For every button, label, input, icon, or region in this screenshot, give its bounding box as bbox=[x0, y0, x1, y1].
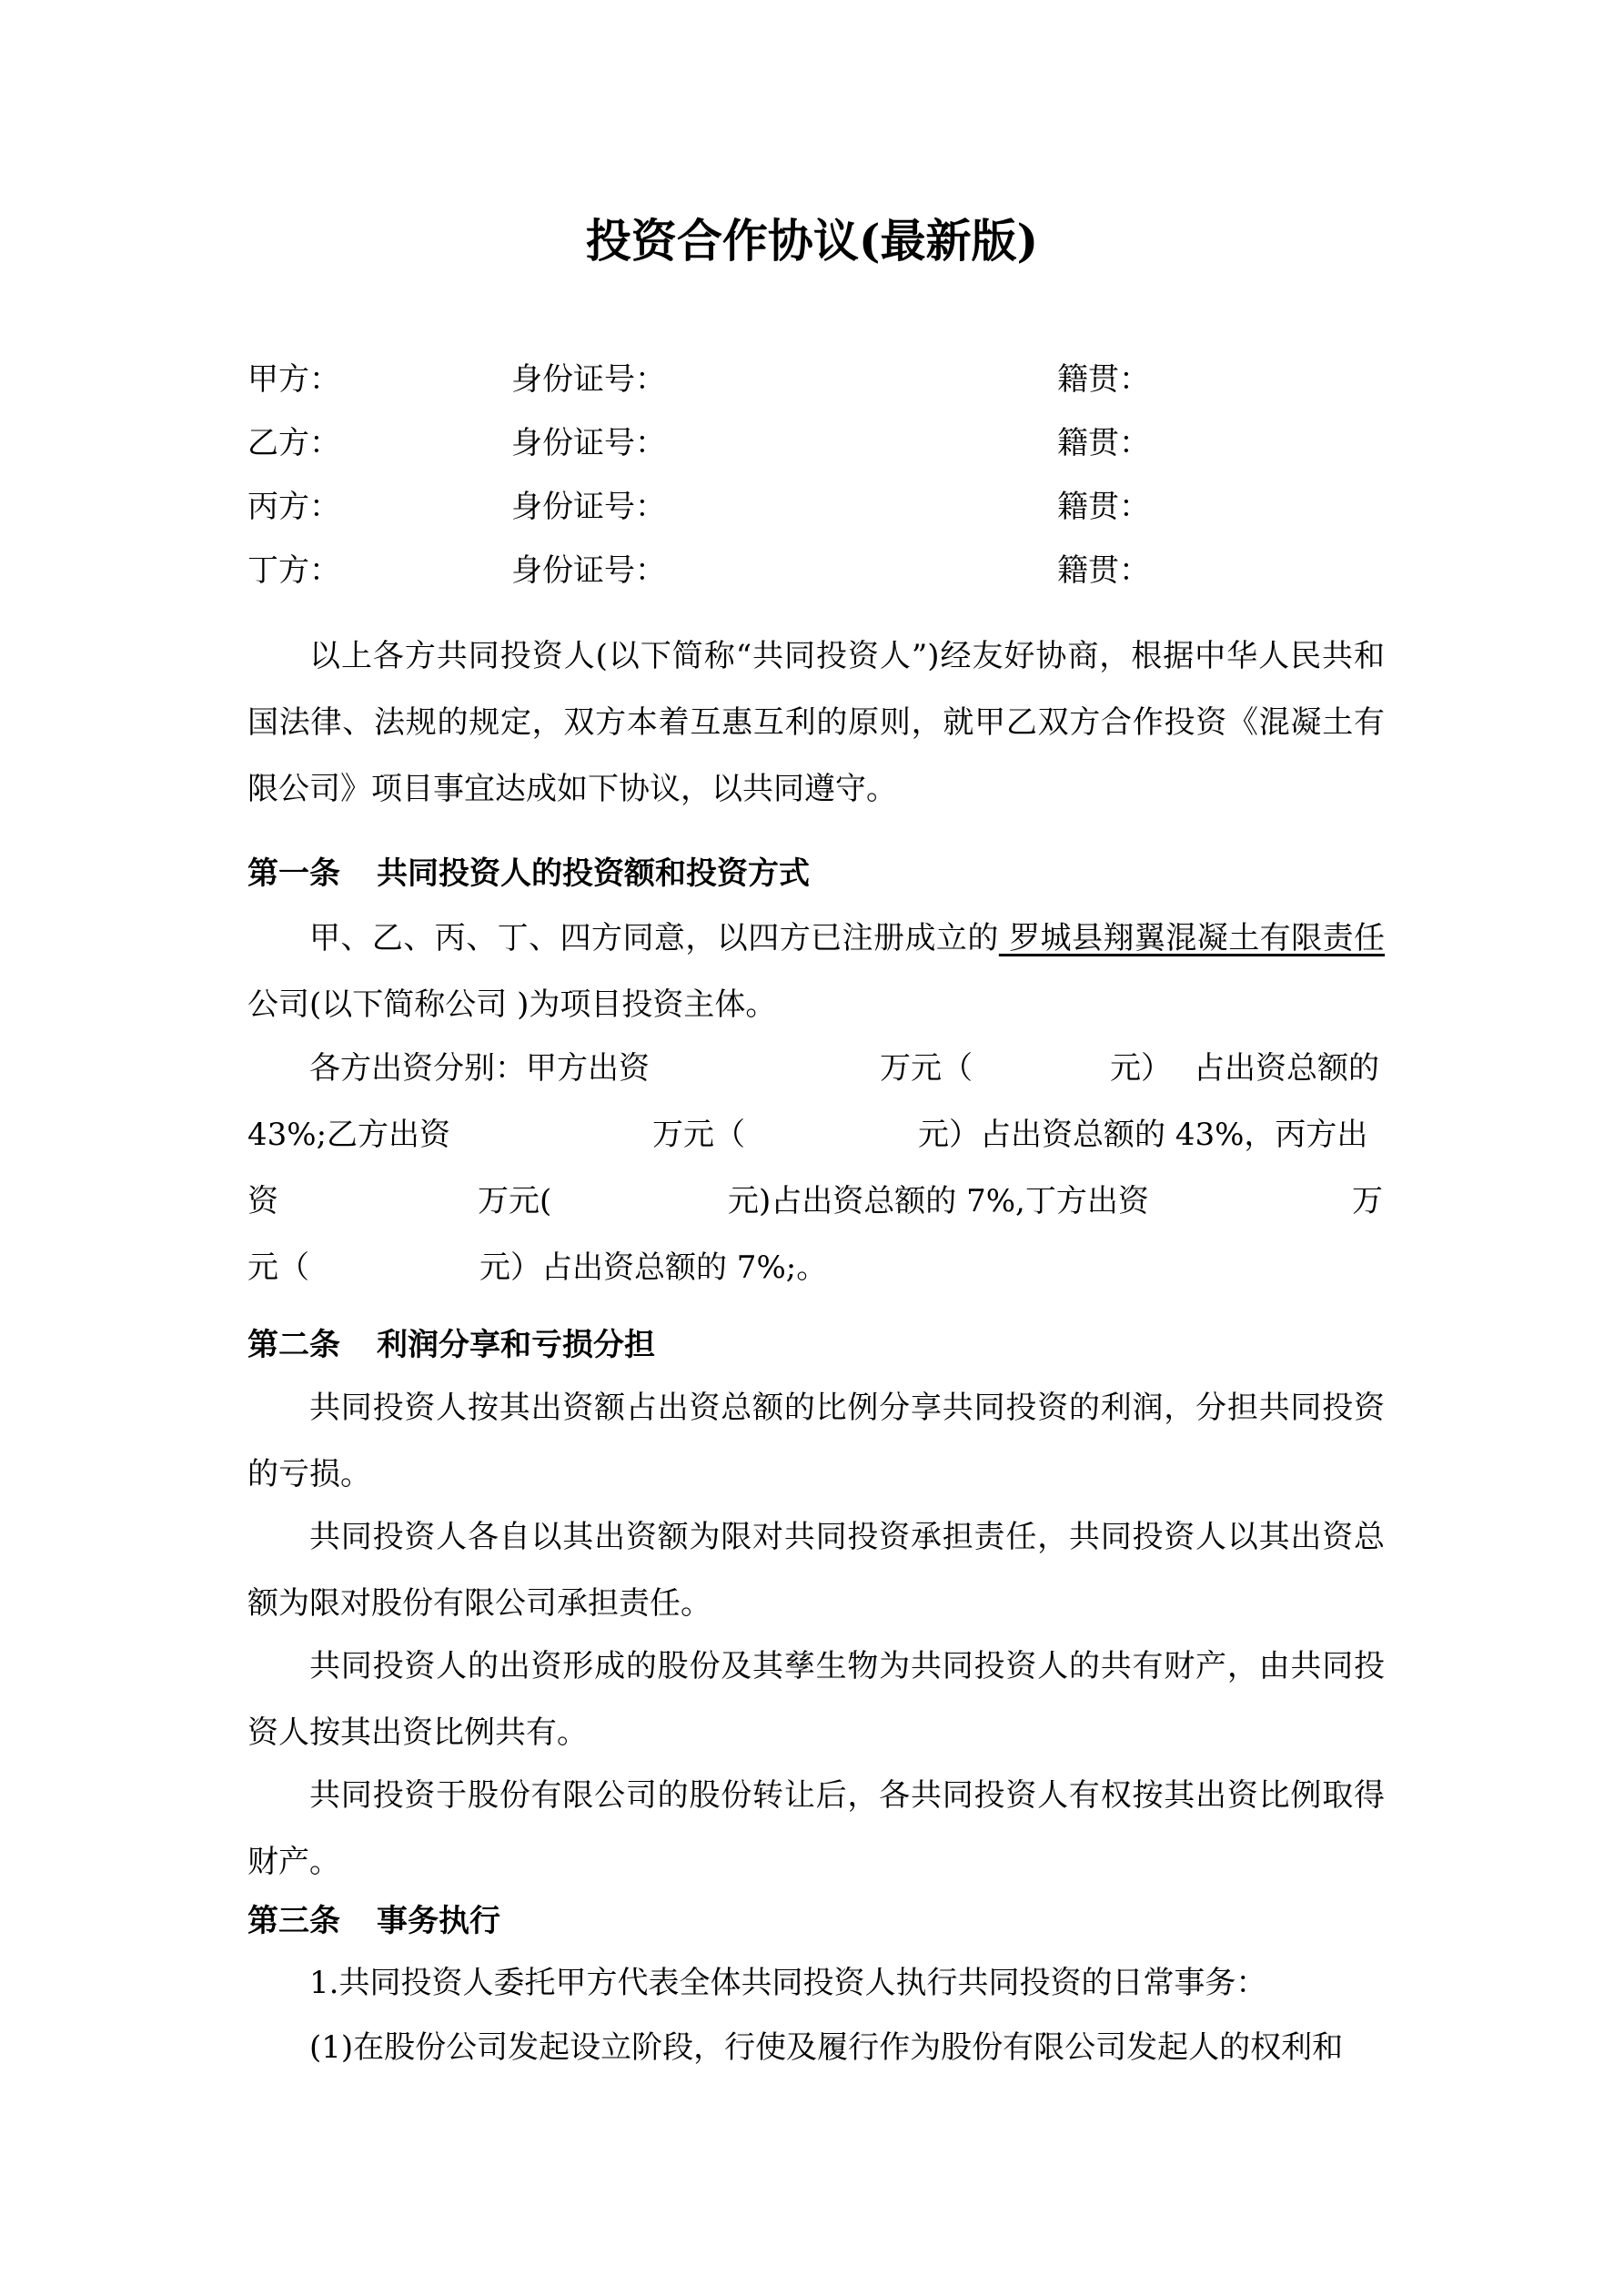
id-number-label: 身份证号： bbox=[511, 489, 666, 525]
origin-label: 籍贯： bbox=[1057, 552, 1150, 589]
article-3-heading bbox=[247, 1898, 1385, 1944]
article-3-item bbox=[309, 2015, 1385, 2081]
party-label: 甲方： bbox=[247, 361, 340, 398]
contribution-text: 元）占出资总额的 43%，丙方出 bbox=[918, 1117, 1368, 1153]
contribution-text: 元（ bbox=[247, 1249, 309, 1286]
company-name-underlined-continued: 责任 bbox=[1322, 920, 1386, 956]
id-number-label: 身份证号： bbox=[511, 361, 666, 398]
article-number: 第三条 bbox=[247, 1903, 340, 1939]
contribution-text: 万元( bbox=[478, 1183, 552, 1219]
article-2-paragraph: 共同投资人的出资形成的股份及其孳生物为共同投资人的共有财产，由共同投资人按其出资比例共有。 bbox=[247, 1648, 1385, 1751]
party-row-a bbox=[247, 357, 1385, 402]
contribution-line-2 bbox=[247, 1102, 1385, 1168]
origin-label: 籍贯： bbox=[1057, 425, 1150, 461]
contribution-text: 万元（ bbox=[880, 1050, 973, 1087]
company-name-underlined: 罗城县翔翼混凝土有限 bbox=[998, 920, 1323, 956]
article-1-paragraph-1 bbox=[247, 905, 1385, 1038]
article-title: 利润分享和亏损分担 bbox=[377, 1327, 655, 1363]
party-label: 丙方： bbox=[247, 489, 340, 525]
document-title: 投资合作协议(最新版) bbox=[585, 214, 1039, 268]
preamble-paragraph: 以上各方共同投资人(以下简称“共同投资人”)经友好协商，根据中华人民共和国法律、法规的规定，双方本着互惠互利的原则，就甲乙双方合作投资《混凝土有限公司》项目事宜达成如下协议，以共同遵守。 bbox=[247, 638, 1385, 807]
article-number: 第一条 bbox=[247, 855, 340, 892]
id-number-label: 身份证号： bbox=[511, 425, 666, 461]
contribution-text: 元） bbox=[1110, 1050, 1172, 1087]
contribution-line-4 bbox=[247, 1235, 1385, 1301]
article-title: 共同投资人的投资额和投资方式 bbox=[377, 855, 810, 892]
contribution-text: 43%;乙方出资 bbox=[247, 1117, 451, 1153]
article-2-paragraph: 共同投资人按其出资额占出资总额的比例分享共同投资的利润，分担共同投资的亏损。 bbox=[247, 1390, 1385, 1492]
article-title: 事务执行 bbox=[377, 1903, 500, 1939]
contribution-text: 占出资总额的 bbox=[1194, 1050, 1379, 1087]
article-2-paragraph: 共同投资于股份有限公司的股份转让后，各共同投资人有权按其出资比例取得财产。 bbox=[247, 1777, 1385, 1880]
party-label: 乙方： bbox=[247, 425, 340, 461]
origin-label: 籍贯： bbox=[1057, 361, 1150, 398]
article-2-heading bbox=[247, 1322, 1385, 1368]
item-text: 1.共同投资人委托甲方代表全体共同投资人执行共同投资的日常事务： bbox=[309, 1965, 1267, 2001]
contribution-text: 元）占出资总额的 7%;。 bbox=[479, 1249, 828, 1286]
contribution-text: 万元（ bbox=[652, 1117, 745, 1153]
party-row-b bbox=[247, 420, 1385, 466]
id-number-label: 身份证号： bbox=[511, 552, 666, 589]
article-2-paragraph: 共同投资人各自以其出资额为限对共同投资承担责任，共同投资人以其出资总额为限对股份有限公司承担责任。 bbox=[247, 1519, 1385, 1622]
contribution-line-3 bbox=[247, 1168, 1385, 1235]
party-label: 丁方： bbox=[247, 552, 340, 589]
contribution-text: 资 bbox=[247, 1183, 278, 1219]
article-3-item bbox=[309, 1950, 1385, 2017]
item-text: (1)在股份公司发起设立阶段，行使及履行作为股份有限公司发起人的权利和 bbox=[309, 2029, 1344, 2066]
origin-label: 籍贯： bbox=[1057, 489, 1150, 525]
contribution-text: 各方出资分别：甲方出资 bbox=[309, 1050, 650, 1087]
party-row-c bbox=[247, 484, 1385, 530]
article-1-heading bbox=[247, 851, 1385, 896]
paragraph-text: 公司(以下简称公司 )为项目投资主体。 bbox=[247, 986, 777, 1023]
paragraph-text: 甲、乙、丙、丁、四方同意，以四方已注册成立的 bbox=[309, 920, 999, 956]
article-number: 第二条 bbox=[247, 1327, 340, 1363]
contribution-line-1 bbox=[247, 1036, 1385, 1102]
party-row-d bbox=[247, 548, 1385, 593]
contribution-text: 万 bbox=[1352, 1183, 1383, 1219]
contribution-text: 元)占出资总额的 7%,丁方出资 bbox=[728, 1183, 1149, 1219]
